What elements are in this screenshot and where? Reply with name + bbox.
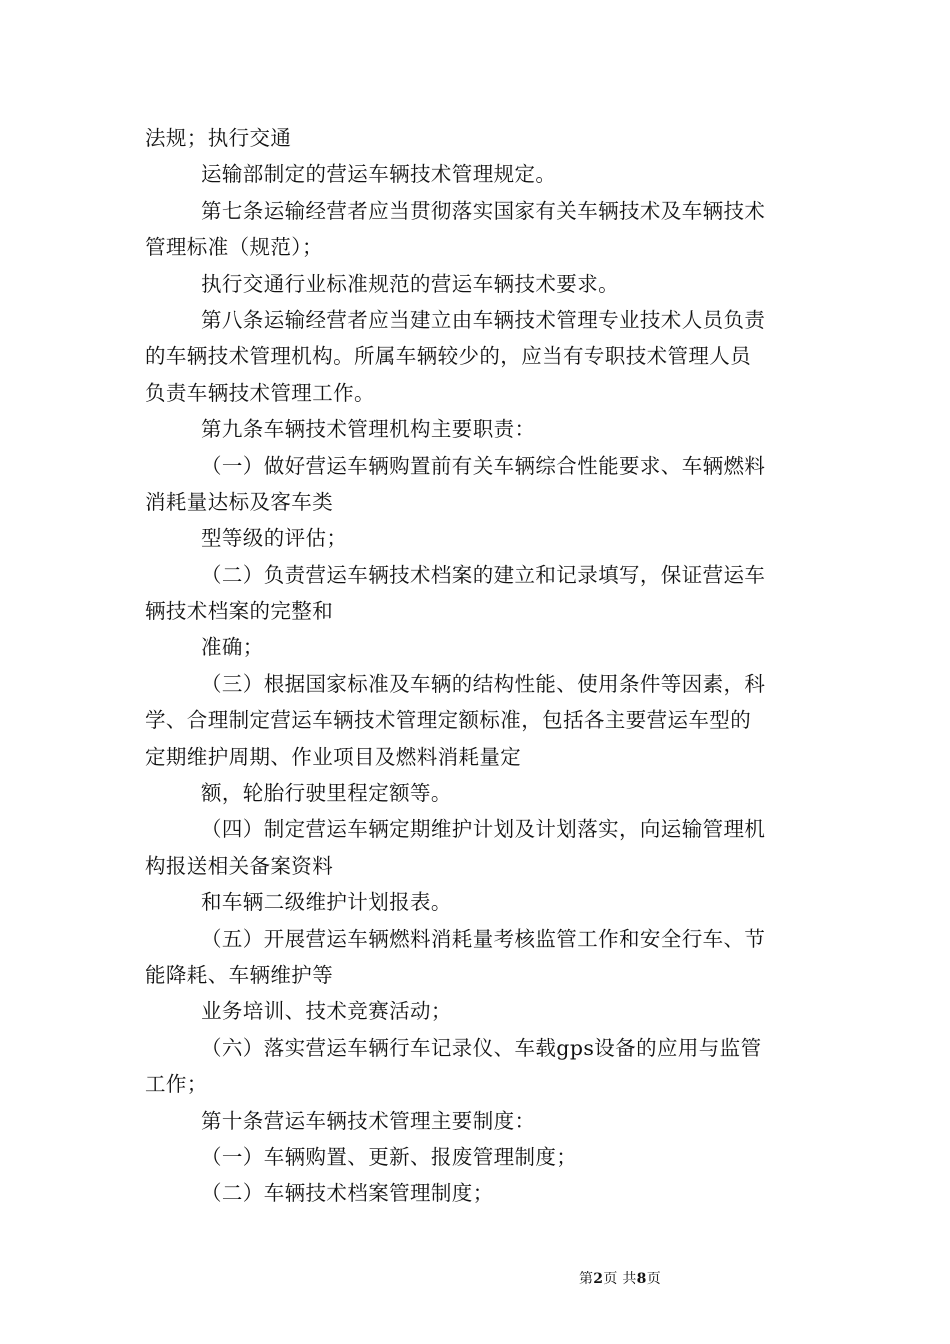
text-line: 运输部制定的营运车辆技术管理规定。 bbox=[201, 162, 557, 187]
text-line: 辆技术档案的完整和 bbox=[145, 599, 334, 624]
text-line: 定期维护周期、作业项目及燃料消耗量定 bbox=[145, 744, 522, 769]
text-line: （一）做好营运车辆购置前有关车辆综合性能要求、车辆燃料 bbox=[201, 453, 766, 478]
text-line: 业务培训、技术竞赛活动； bbox=[201, 999, 452, 1024]
text-line: 学、合理制定营运车辆技术管理定额标准，包括各主要营运车型的 bbox=[145, 708, 752, 733]
text-line: 消耗量达标及客车类 bbox=[145, 489, 334, 514]
text-line: 的车辆技术管理机构。所属车辆较少的，应当有专职技术管理人员 bbox=[145, 344, 752, 369]
text-line: 型等级的评估； bbox=[201, 526, 348, 551]
current-page-number: 2 bbox=[593, 1271, 604, 1287]
text-line: （二）车辆技术档案管理制度； bbox=[201, 1181, 494, 1206]
text-line: 和车辆二级维护计划报表。 bbox=[201, 890, 452, 915]
text-line: 第八条运输经营者应当建立由车辆技术管理专业技术人员负责 bbox=[201, 307, 766, 332]
total-page-number: 8 bbox=[636, 1271, 647, 1287]
footer-suffix: 页 bbox=[646, 1271, 662, 1287]
page-footer bbox=[0, 1268, 950, 1288]
text-line: 工作； bbox=[145, 1072, 208, 1097]
text-line: 准确； bbox=[201, 635, 264, 660]
text-line: 执行交通行业标准规范的营运车辆技术要求。 bbox=[201, 271, 619, 296]
text-line: 第九条车辆技术管理机构主要职责： bbox=[201, 417, 536, 442]
text-line: （六）落实营运车辆行车记录仪、车载gps设备的应用与监管 bbox=[201, 1035, 762, 1060]
footer-middle: 页 共 bbox=[603, 1271, 637, 1287]
text-line: （五）开展营运车辆燃料消耗量考核监管工作和安全行车、节 bbox=[201, 926, 766, 951]
text-line: 能降耗、车辆维护等 bbox=[145, 962, 334, 987]
text-line: 负责车辆技术管理工作。 bbox=[145, 380, 375, 405]
text-line: 构报送相关备案资料 bbox=[145, 853, 334, 878]
text-line: 额，轮胎行驶里程定额等。 bbox=[201, 781, 452, 806]
text-line: （三）根据国家标准及车辆的结构性能、使用条件等因素，科 bbox=[201, 671, 766, 696]
text-line: 第七条运输经营者应当贯彻落实国家有关车辆技术及车辆技术 bbox=[201, 198, 766, 223]
text-line: （二）负责营运车辆技术档案的建立和记录填写，保证营运车 bbox=[201, 562, 766, 587]
text-line: （四）制定营运车辆定期维护计划及计划落实，向运输管理机 bbox=[201, 817, 766, 842]
footer-prefix: 第 bbox=[578, 1271, 594, 1287]
text-line: （一）车辆购置、更新、报废管理制度； bbox=[201, 1144, 578, 1169]
text-line: 法规；执行交通 bbox=[145, 126, 292, 150]
text-line: 管理标准（规范）； bbox=[145, 235, 323, 260]
text-line: 第十条营运车辆技术管理主要制度： bbox=[201, 1108, 536, 1133]
document-body bbox=[145, 120, 810, 1212]
